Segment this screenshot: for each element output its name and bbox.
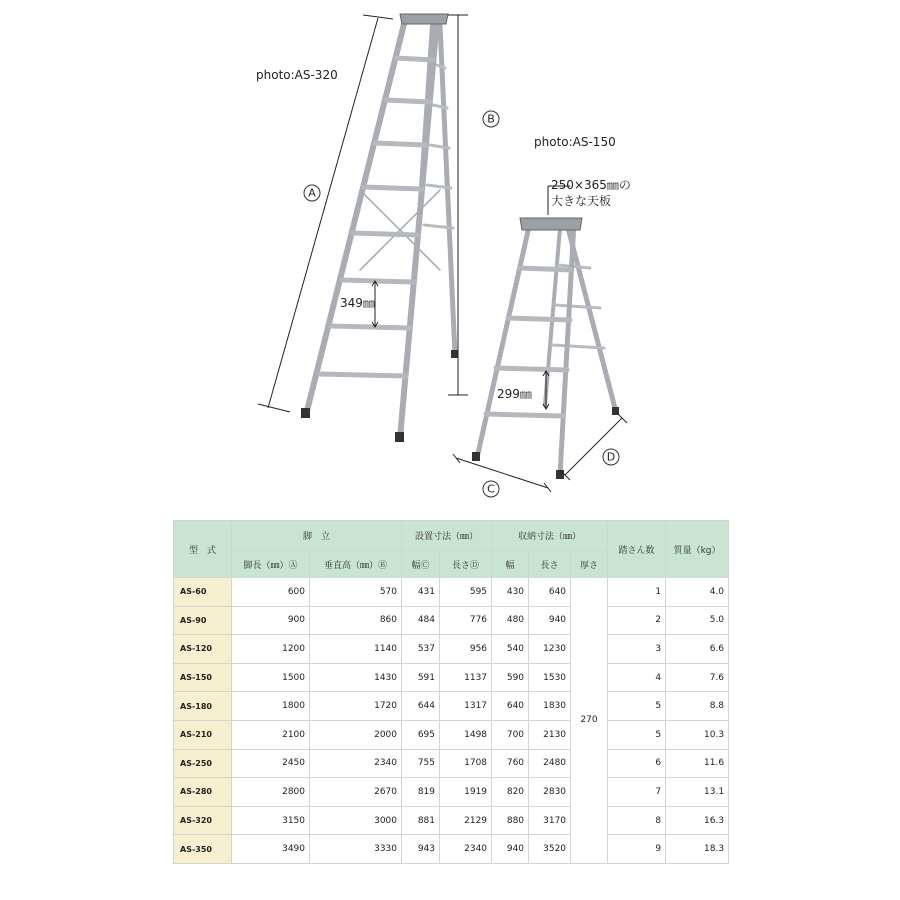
cell-storage-length: 640 [529, 578, 571, 607]
top-plate-note-line2: 大きな天板 [551, 194, 612, 208]
cell-model: AS-90 [174, 606, 232, 635]
cell-weight: 13.1 [666, 778, 729, 807]
cell-install-length: 1919 [440, 778, 492, 807]
cell-install-width: 591 [402, 663, 440, 692]
cell-vertical-height: 860 [310, 606, 402, 635]
cell-install-width: 537 [402, 635, 440, 664]
cell-install-length: 1708 [440, 749, 492, 778]
cell-model: AS-150 [174, 663, 232, 692]
cell-model: AS-280 [174, 778, 232, 807]
header-storage-length: 長さ [529, 551, 571, 578]
table-row [174, 778, 729, 807]
cell-vertical-height: 1430 [310, 663, 402, 692]
table-row [174, 606, 729, 635]
cell-steps: 8 [608, 806, 666, 835]
cell-storage-width: 760 [492, 749, 529, 778]
header-vertical-height: 垂直高（㎜）Ⓑ [310, 551, 402, 578]
table-row [174, 578, 729, 607]
cell-steps: 5 [608, 720, 666, 749]
marker-d [603, 449, 619, 465]
cell-weight: 18.3 [666, 835, 729, 864]
top-plate-note-line1: 250×365㎜の [551, 178, 631, 192]
spec-table [173, 520, 729, 864]
cell-install-length: 1317 [440, 692, 492, 721]
cell-vertical-height: 1720 [310, 692, 402, 721]
cell-model: AS-120 [174, 635, 232, 664]
cell-install-length: 1498 [440, 720, 492, 749]
marker-c-label: C [487, 482, 495, 496]
header-storage-thickness: 厚さ [571, 551, 608, 578]
cell-storage-width: 820 [492, 778, 529, 807]
cell-steps: 6 [608, 749, 666, 778]
cell-storage-width: 540 [492, 635, 529, 664]
cell-leg-length: 600 [232, 578, 310, 607]
header-weight: 質量（kg） [666, 521, 729, 578]
cell-storage-length: 2830 [529, 778, 571, 807]
cell-storage-width: 480 [492, 606, 529, 635]
cell-install-width: 484 [402, 606, 440, 635]
cell-model: AS-350 [174, 835, 232, 864]
cell-vertical-height: 2000 [310, 720, 402, 749]
cell-storage-length: 3170 [529, 806, 571, 835]
step-pitch-small: 299㎜ [497, 387, 532, 401]
marker-a [304, 185, 320, 201]
table-row [174, 806, 729, 835]
spec-table-header [174, 521, 729, 578]
table-row [174, 749, 729, 778]
cell-install-width: 644 [402, 692, 440, 721]
cell-install-length: 776 [440, 606, 492, 635]
cell-weight: 5.0 [666, 606, 729, 635]
cell-storage-length: 3520 [529, 835, 571, 864]
cell-model: AS-180 [174, 692, 232, 721]
large-photo-caption: photo:AS-320 [256, 68, 338, 82]
cell-storage-length: 1830 [529, 692, 571, 721]
table-row [174, 635, 729, 664]
cell-install-length: 1137 [440, 663, 492, 692]
cell-leg-length: 3490 [232, 835, 310, 864]
header-model: 型 式 [174, 521, 232, 578]
cell-storage-length: 2130 [529, 720, 571, 749]
cell-weight: 10.3 [666, 720, 729, 749]
marker-b-label: B [487, 112, 495, 126]
cell-steps: 1 [608, 578, 666, 607]
step-pitch-large: 349㎜ [340, 296, 375, 310]
cell-leg-length: 900 [232, 606, 310, 635]
cell-leg-length: 2100 [232, 720, 310, 749]
cell-storage-width: 880 [492, 806, 529, 835]
cell-weight: 6.6 [666, 635, 729, 664]
cell-install-length: 2340 [440, 835, 492, 864]
cell-weight: 7.6 [666, 663, 729, 692]
header-storage-width: 幅 [492, 551, 529, 578]
cell-steps: 5 [608, 692, 666, 721]
marker-a-label: A [308, 186, 316, 200]
cell-install-length: 595 [440, 578, 492, 607]
cell-install-width: 819 [402, 778, 440, 807]
cell-storage-length: 1530 [529, 663, 571, 692]
cell-weight: 11.6 [666, 749, 729, 778]
cell-steps: 4 [608, 663, 666, 692]
marker-b [483, 111, 499, 127]
cell-leg-length: 1200 [232, 635, 310, 664]
cell-storage-width: 430 [492, 578, 529, 607]
header-storage-group: 収納寸法（㎜） [492, 521, 608, 551]
cell-leg-length: 1800 [232, 692, 310, 721]
cell-model: AS-60 [174, 578, 232, 607]
cell-steps: 2 [608, 606, 666, 635]
cell-leg-length: 3150 [232, 806, 310, 835]
cell-vertical-height: 3000 [310, 806, 402, 835]
cell-model: AS-250 [174, 749, 232, 778]
table-row [174, 720, 729, 749]
small-photo-caption: photo:AS-150 [534, 135, 616, 149]
cell-vertical-height: 2340 [310, 749, 402, 778]
cell-storage-thickness: 270 [571, 578, 608, 864]
cell-storage-length: 2480 [529, 749, 571, 778]
header-install-width: 幅Ⓒ [402, 551, 440, 578]
marker-c [483, 481, 499, 497]
cell-storage-length: 1230 [529, 635, 571, 664]
cell-storage-width: 940 [492, 835, 529, 864]
cell-vertical-height: 570 [310, 578, 402, 607]
marker-d-label: D [606, 450, 616, 464]
cell-vertical-height: 2670 [310, 778, 402, 807]
table-row [174, 692, 729, 721]
cell-leg-length: 2450 [232, 749, 310, 778]
cell-storage-width: 640 [492, 692, 529, 721]
table-row [174, 835, 729, 864]
cell-install-length: 956 [440, 635, 492, 664]
cell-weight: 8.8 [666, 692, 729, 721]
cell-steps: 9 [608, 835, 666, 864]
cell-install-width: 755 [402, 749, 440, 778]
cell-install-width: 695 [402, 720, 440, 749]
cell-install-width: 943 [402, 835, 440, 864]
cell-weight: 4.0 [666, 578, 729, 607]
cell-storage-length: 940 [529, 606, 571, 635]
cell-leg-length: 2800 [232, 778, 310, 807]
spec-table-body [174, 578, 729, 864]
cell-steps: 3 [608, 635, 666, 664]
cell-weight: 16.3 [666, 806, 729, 835]
header-install-length: 長さⒹ [440, 551, 492, 578]
cell-model: AS-210 [174, 720, 232, 749]
cell-steps: 7 [608, 778, 666, 807]
header-leg-length: 脚長（㎜）Ⓐ [232, 551, 310, 578]
cell-install-length: 2129 [440, 806, 492, 835]
cell-vertical-height: 3330 [310, 835, 402, 864]
small-ladder-illustration [472, 218, 619, 479]
cell-storage-width: 590 [492, 663, 529, 692]
cell-install-width: 431 [402, 578, 440, 607]
header-steps: 踏さん数 [608, 521, 666, 578]
table-row [174, 663, 729, 692]
cell-storage-width: 700 [492, 720, 529, 749]
header-leg-group: 脚 立 [232, 521, 402, 551]
cell-install-width: 881 [402, 806, 440, 835]
cell-model: AS-320 [174, 806, 232, 835]
cell-leg-length: 1500 [232, 663, 310, 692]
header-install-group: 設置寸法（㎜） [402, 521, 492, 551]
cell-vertical-height: 1140 [310, 635, 402, 664]
